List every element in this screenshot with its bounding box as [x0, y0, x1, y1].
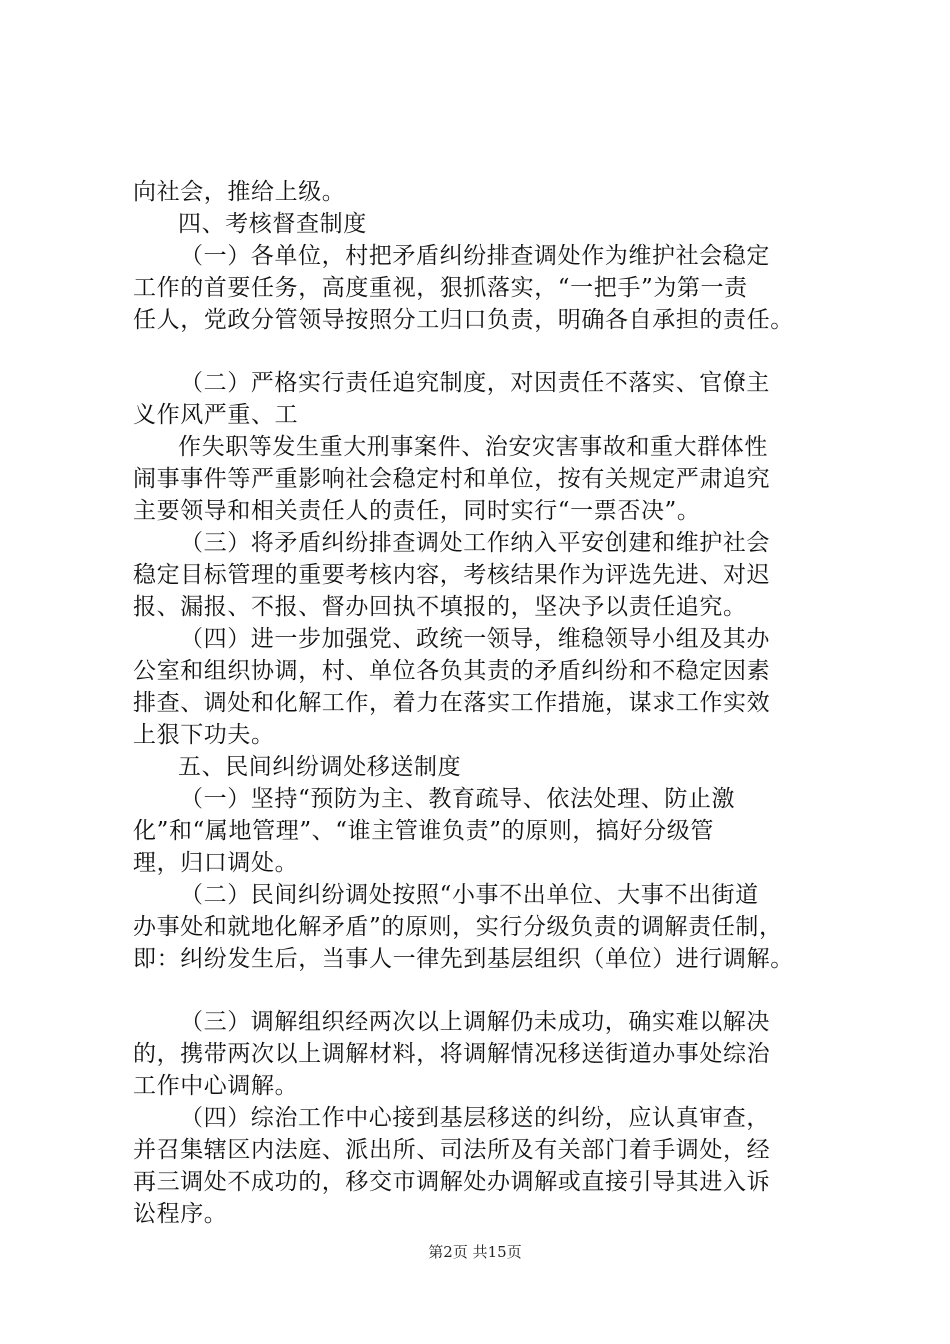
page-number-footer: 第2页 共15页	[428, 1243, 522, 1261]
text-line: 任人，党政分管领导按照分工归口负责，明确各自承担的责任。	[133, 307, 794, 333]
text-line: 报、漏报、不报、督办回执不填报的，坚决予以责任追究。	[133, 594, 747, 620]
text-line: （三）将矛盾纠纷排查调处工作纳入平安创建和维护社会	[180, 530, 770, 556]
text-line: 即：纠纷发生后，当事人一律先到基层组织（单位）进行调解。	[133, 946, 794, 972]
text-line: 稳定目标管理的重要考核内容，考核结果作为评选先进、对迟	[133, 562, 771, 588]
text-line: （四）综治工作中心接到基层移送的纠纷，应认真审查，	[180, 1105, 770, 1131]
text-line: 排查、调处和化解工作，着力在落实工作措施，谋求工作实效	[133, 690, 771, 716]
text-line: 并召集辖区内法庭、派出所、司法所及有关部门着手调处，经	[133, 1137, 771, 1163]
text-line: 化”和“属地管理”、“谁主管谁负责”的原则，搞好分级管	[133, 818, 714, 844]
text-line: 作失职等发生重大刑事案件、治安灾害事故和重大群体性	[178, 434, 768, 460]
section-heading: 五、民间纠纷调处移送制度	[178, 754, 462, 780]
text-line: （二）严格实行责任追究制度，对因责任不落实、官僚主	[180, 370, 770, 396]
text-line: 公室和组织协调，村、单位各负其责的矛盾纠纷和不稳定因素	[133, 658, 771, 684]
text-line: 义作风严重、工	[133, 402, 299, 428]
text-line: （二）民间纠纷调处按照“小事不出单位、大事不出街道	[180, 882, 759, 908]
text-line: 的，携带两次以上调解材料，将调解情况移送街道办事处综治	[133, 1041, 771, 1067]
text-line: 向社会，推给上级。	[133, 179, 346, 205]
text-line: 上狠下功夫。	[133, 722, 275, 748]
text-line: 主要领导和相关责任人的责任，同时实行“一票否决”。	[133, 498, 701, 524]
text-line: 理，归口调处。	[133, 850, 299, 876]
text-line: 闹事事件等严重影响社会稳定村和单位，按有关规定严肃追究	[133, 466, 771, 492]
text-line: （一）各单位，村把矛盾纠纷排查调处作为维护社会稳定	[180, 243, 770, 269]
text-line: 再三调处不成功的，移交市调解处办调解或直接引导其进入诉	[133, 1169, 771, 1195]
text-line: （三）调解组织经两次以上调解仍未成功，确实难以解决	[180, 1009, 770, 1035]
text-line: 工作的首要任务，高度重视，狠抓落实，“一把手”为第一责	[133, 275, 748, 301]
text-line: 工作中心调解。	[133, 1073, 299, 1099]
text-line: （四）进一步加强党、政统一领导，维稳领导小组及其办	[180, 626, 770, 652]
section-heading: 四、考核督查制度	[178, 211, 367, 237]
text-line: 讼程序。	[133, 1201, 228, 1227]
text-line: （一）坚持“预防为主、教育疏导、依法处理、防止激	[180, 786, 736, 812]
text-line: 办事处和就地化解矛盾”的原则，实行分级负责的调解责任制，	[133, 914, 783, 940]
